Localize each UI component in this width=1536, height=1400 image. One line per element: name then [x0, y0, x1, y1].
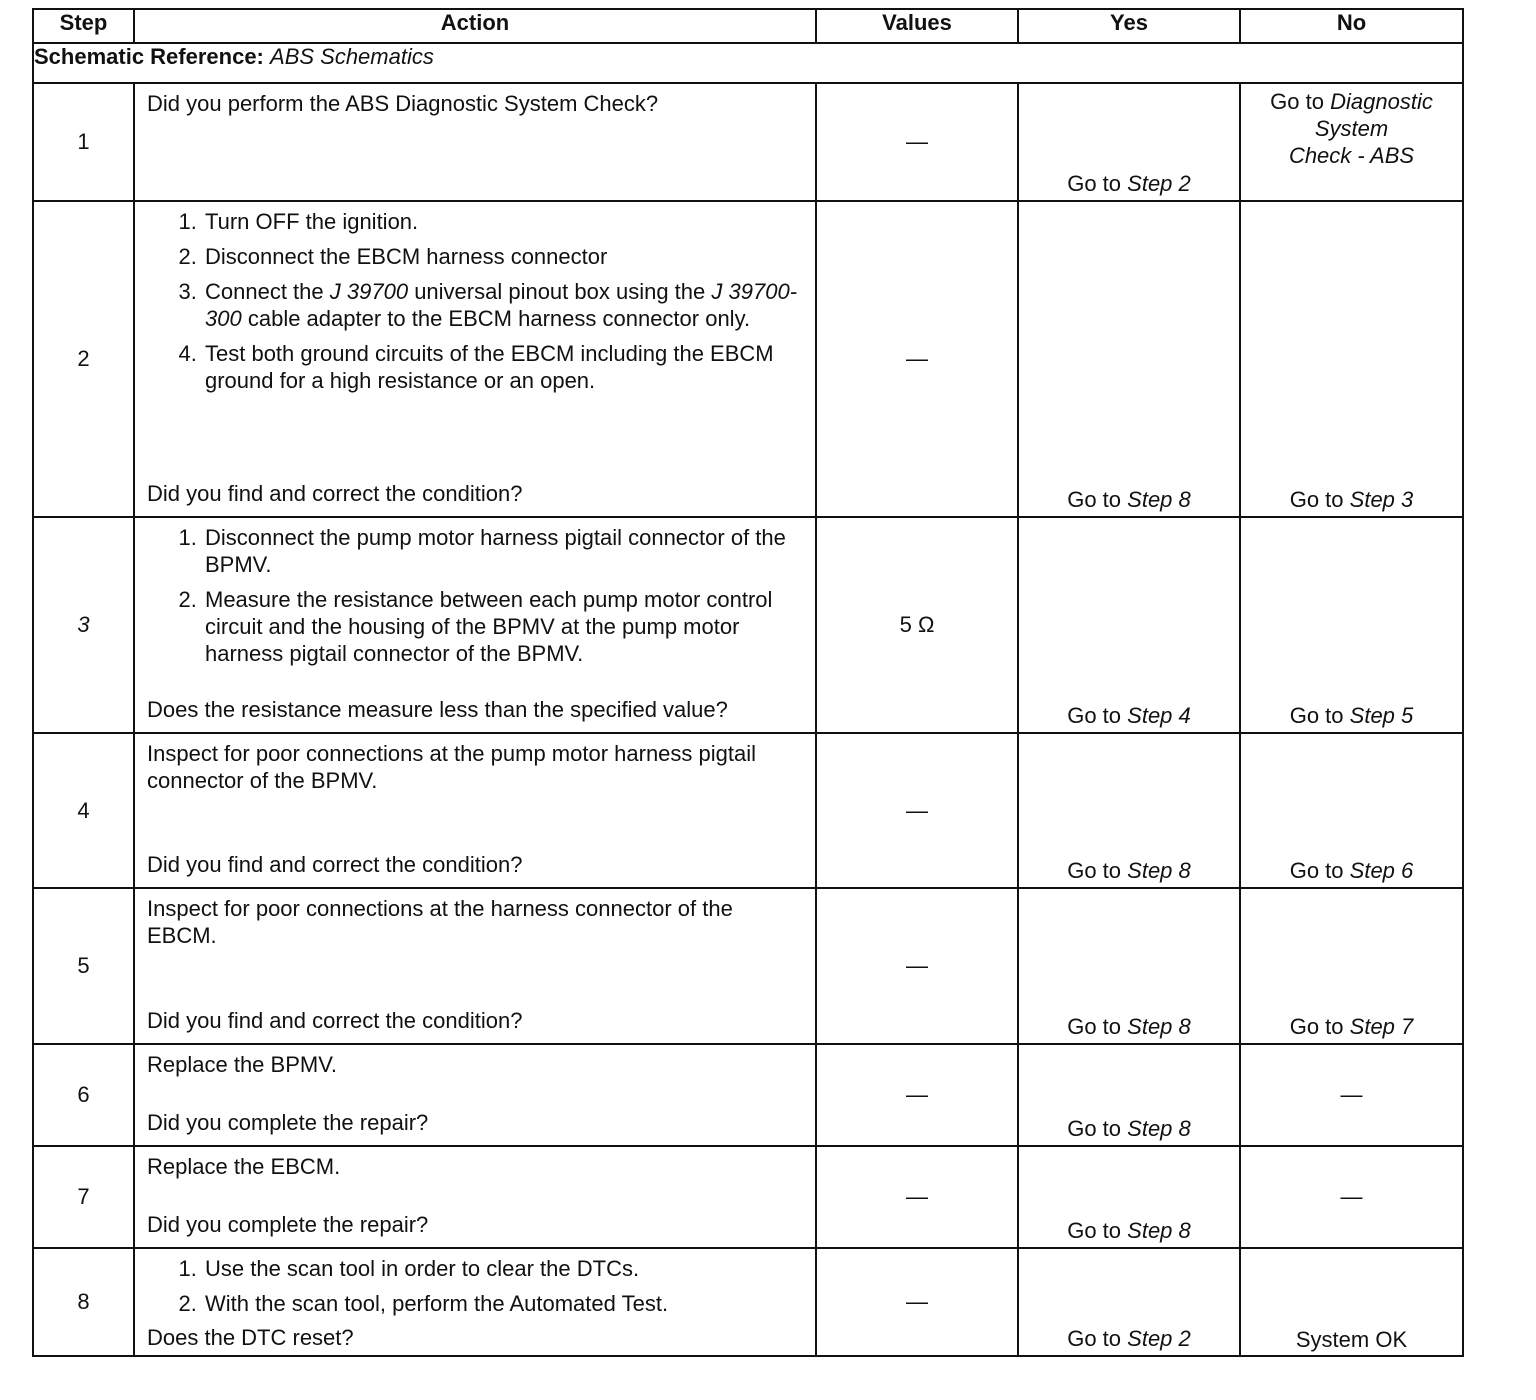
yes-cell: Go to Step 8 [1018, 1146, 1240, 1248]
action-cell [134, 888, 816, 1044]
action-question: Did you complete the repair? [147, 1212, 429, 1237]
value-cell: — [816, 888, 1018, 1044]
action-question: Did you find and correct the condition? [147, 481, 523, 506]
yes-link[interactable]: Step 4 [1127, 703, 1191, 728]
action-question: Does the resistance measure less than the specified value? [147, 697, 728, 722]
action-steps [147, 1255, 805, 1325]
no-cell: — [1240, 1146, 1463, 1248]
action-cell [134, 1248, 816, 1356]
table-row [33, 517, 1463, 733]
yes-link[interactable]: Step 2 [1127, 171, 1191, 196]
action-question: Does the DTC reset? [147, 1325, 354, 1350]
schematic-link[interactable]: ABS Schematics [270, 44, 434, 69]
tool-link[interactable]: J 39700 [329, 279, 409, 304]
action-question: Did you find and correct the condition? [147, 852, 523, 877]
yes-link[interactable]: Step 2 [1127, 1326, 1191, 1351]
yes-prefix: Go to [1067, 171, 1122, 196]
step-number: 5 [33, 888, 134, 1044]
no-link[interactable]: System [1314, 116, 1389, 141]
yes-link[interactable]: Step 8 [1127, 487, 1191, 512]
action-text: Inspect for poor connections at the pump motor harness pigtail connector of the BPMV. [147, 741, 757, 793]
action-question: Did you complete the repair? [147, 1110, 429, 1135]
diagnostic-table [32, 8, 1464, 1357]
header-row [33, 9, 1463, 43]
action-question: Did you find and correct the condition? [147, 1008, 523, 1033]
tool-link[interactable]: J 39700-300 [205, 279, 798, 331]
header-yes: Yes [1018, 9, 1240, 43]
yes-link[interactable]: Step 8 [1127, 858, 1191, 883]
header-values: Values [816, 9, 1018, 43]
no-cell: Go to Step 5 [1240, 517, 1463, 733]
table-row [33, 1248, 1463, 1356]
action-cell [134, 733, 816, 888]
action-steps [147, 208, 805, 402]
value-cell: — [816, 1248, 1018, 1356]
header-action: Action [134, 9, 816, 43]
schematic-reference-row [33, 43, 1463, 83]
no-cell [1240, 83, 1463, 201]
yes-cell [1018, 83, 1240, 201]
schematic-label: Schematic Reference: [34, 44, 264, 69]
step-number: 4 [33, 733, 134, 888]
action-cell [134, 83, 816, 201]
yes-cell: Go to Step 8 [1018, 888, 1240, 1044]
schematic-reference [33, 43, 1463, 83]
value-cell: — [816, 201, 1018, 517]
list-item: 1. Turn OFF the ignition. [203, 208, 805, 235]
table-row [33, 83, 1463, 201]
no-link[interactable]: Check - ABS [1288, 143, 1415, 168]
table-row [33, 1044, 1463, 1146]
no-link[interactable]: Step 5 [1349, 703, 1414, 728]
no-cell: Go to Step 7 [1240, 888, 1463, 1044]
yes-link[interactable]: Step 8 [1127, 1218, 1191, 1243]
action-steps [147, 524, 805, 675]
no-prefix: Go to [1270, 89, 1324, 114]
value-cell: — [816, 1146, 1018, 1248]
step-number: 2 [33, 201, 134, 517]
list-item: 4. Test both ground circuits of the EBCM including the EBCM ground for a high resistance or an open. [203, 340, 805, 394]
action-text: Inspect for poor connections at the harness connector of the EBCM. [147, 896, 733, 948]
no-link[interactable]: Step 3 [1349, 487, 1414, 512]
action-cell [134, 1044, 816, 1146]
table-row [33, 733, 1463, 888]
list-item: 2. With the scan tool, perform the Automated Test. [203, 1290, 805, 1317]
action-text: Replace the EBCM. [147, 1154, 341, 1179]
no-cell: — [1240, 1044, 1463, 1146]
action-cell [134, 201, 816, 517]
action-text: Replace the BPMV. [147, 1052, 337, 1077]
no-cell: System OK [1240, 1248, 1463, 1356]
yes-cell: Go to Step 8 [1018, 1044, 1240, 1146]
yes-cell: Go to Step 8 [1018, 201, 1240, 517]
no-link[interactable]: Diagnostic [1330, 89, 1433, 114]
action-cell [134, 1146, 816, 1248]
list-item: 1. Use the scan tool in order to clear the DTCs. [203, 1255, 805, 1282]
step-number: 7 [33, 1146, 134, 1248]
list-item: 3. Connect the J 39700 universal pinout box using the J 39700-300 cable adapter to the EBCM harness connector only. [203, 278, 805, 332]
yes-link[interactable]: Step 8 [1127, 1116, 1191, 1141]
step-number: 8 [33, 1248, 134, 1356]
list-item: 2. Measure the resistance between each pump motor control circuit and the housing of the BPMV at the pump motor harness pigtail connector of the BPMV. [203, 586, 805, 667]
no-cell: Go to Step 6 [1240, 733, 1463, 888]
value-cell: — [816, 733, 1018, 888]
table-row [33, 201, 1463, 517]
no-link[interactable]: Step 7 [1349, 1014, 1414, 1039]
action-text: Did you perform the ABS Diagnostic System Check? [147, 91, 659, 116]
yes-cell: Go to Step 4 [1018, 517, 1240, 733]
table-row [33, 888, 1463, 1044]
action-cell [134, 517, 816, 733]
yes-link[interactable]: Step 8 [1127, 1014, 1191, 1039]
step-number: 1 [33, 83, 134, 201]
table-row [33, 1146, 1463, 1248]
list-item: 2. Disconnect the EBCM harness connector [203, 243, 805, 270]
header-step: Step [33, 9, 134, 43]
step-number: 3 [33, 517, 134, 733]
step-number: 6 [33, 1044, 134, 1146]
value-cell: — [816, 1044, 1018, 1146]
list-item: 1. Disconnect the pump motor harness pigtail connector of the BPMV. [203, 524, 805, 578]
header-no: No [1240, 9, 1463, 43]
value-cell: 5 Ω [816, 517, 1018, 733]
value-cell: — [816, 83, 1018, 201]
no-cell: Go to Step 3 [1240, 201, 1463, 517]
yes-cell: Go to Step 2 [1018, 1248, 1240, 1356]
yes-cell: Go to Step 8 [1018, 733, 1240, 888]
no-link[interactable]: Step 6 [1349, 858, 1414, 883]
